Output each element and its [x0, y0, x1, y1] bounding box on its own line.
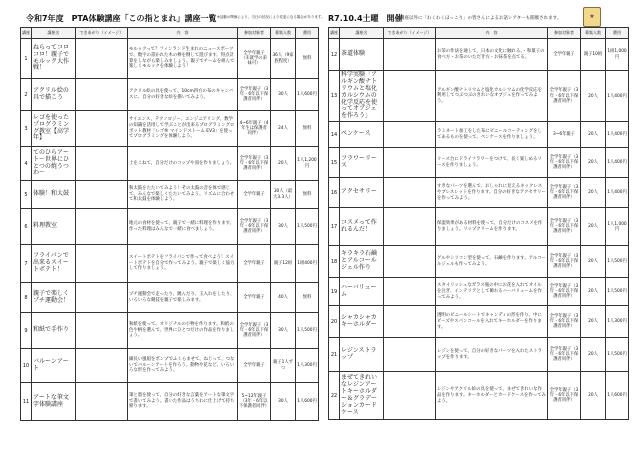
course-no: 7 [21, 245, 32, 283]
course-fee: 1人400円 [606, 148, 629, 178]
course-name: キラキラ石鹸とアルコールジェル作り [340, 246, 384, 278]
course-photo [76, 181, 128, 209]
course-description: 保湿効果がある材料を使って、自分だけのコスメを作りましょう。リップクリームを作ります。 [436, 208, 548, 246]
course-photo [76, 111, 128, 147]
col-name: 講座名 [340, 28, 384, 39]
course-target: 全学年親子（3年・6年以下保護者同伴） [548, 178, 581, 208]
course-target: 全学年親子（3年・6年以下保護者同伴） [548, 71, 581, 122]
course-name: レゴを使ったプログラミング教室【高学年】 [32, 111, 76, 147]
course-fee: 無料 [296, 181, 319, 209]
col-fee: 費用 [606, 28, 629, 39]
course-no: 20 [329, 306, 340, 338]
course-target: 全学年親子（3年・6年以下保護者同伴） [548, 208, 581, 246]
table-row [21, 147, 319, 181]
course-target: 全学年親子（未就学の弟妹可） [238, 39, 271, 79]
course-name: バルーンアート [32, 349, 76, 383]
course-capacity: 20人 [581, 338, 606, 372]
course-name: 体験！和太鼓 [32, 181, 76, 209]
course-target: 全学年親子（3年・6年以下保護者同伴） [548, 246, 581, 278]
course-photo [384, 122, 436, 148]
course-description: 透明のビニールシートでキャンディの形を作り、中にビーズやスパンコールを入れてキーホルダーを作ります。 [436, 306, 548, 338]
course-description: スタイリッシュなガラス瓶の中にお花を入れてオイルを注ぎ、インテリアとして飾れるハーバリュームを作ってみよう。 [436, 278, 548, 306]
course-target: 4~6年親子（4年生は保護者同伴） [238, 111, 271, 147]
table-row [329, 246, 629, 278]
course-target: 全学年親子（3年・6年以下保護者同伴） [238, 209, 271, 245]
course-name: ハーバリューム [340, 278, 384, 306]
course-target: 全学年親子（3年・6年以下保護者同伴） [238, 147, 271, 181]
course-fee: 1人1,200円 [296, 147, 319, 181]
table-row [329, 338, 629, 372]
course-capacity: 20人 [581, 178, 606, 208]
course-description: ラミネート加工をした布にビニールコーティングをしてあるものを使って、ペンケースを作りましょう。 [436, 122, 548, 148]
left-note: ※活動の関係により、当日の状況により変更になる場合があります。 [217, 15, 325, 19]
course-target: 全学年親子（3年・6年以下保護者同伴） [238, 79, 271, 111]
course-name: ねらってコロコロ！親子でモルック大作戦！ [32, 39, 76, 79]
course-no: 14 [329, 122, 340, 148]
table-row [329, 372, 629, 420]
course-fee: 1人500円 [296, 313, 319, 349]
course-name: まぜてきれいなレジンアートキーホルダー＆グラデーションカードケース [340, 372, 384, 420]
course-no: 15 [329, 148, 340, 178]
course-photo [384, 178, 436, 208]
course-photo [384, 278, 436, 306]
course-capacity: 20人 [581, 208, 606, 246]
course-description: 和紙を使って、オリジナルの小物を作ります。和紙の色や柄を選んで、世界にひとつだけの作品を作りましょう。 [128, 313, 238, 349]
course-target: 5~12年親子（3年・6年以下保護者同伴） [238, 383, 271, 421]
table-header-row [21, 28, 319, 39]
table-row [21, 245, 319, 283]
course-no: 16 [329, 178, 340, 208]
course-capacity: 親子10組 [581, 39, 606, 71]
table-row [329, 306, 629, 338]
course-description: リース台にドライフラワーをつけて、長く楽しめるリースを作りましょう。 [436, 148, 548, 178]
table-row [329, 39, 629, 71]
course-target: 全学年親子（3年・6年以下保護者同伴） [548, 306, 581, 338]
course-fee: 1人600円 [296, 383, 319, 421]
left-header [0, 0, 325, 28]
course-no: 11 [21, 383, 32, 421]
course-no: 19 [329, 278, 340, 306]
course-no: 12 [329, 39, 340, 71]
col-image: できあがり（イメージ） [384, 28, 436, 39]
course-photo [384, 71, 436, 122]
course-description: 細長い風船をポンプでふくらませて、ねじって、つないでバルーンアートを作ろう。動物や花など、いろいろな形を作ってみよう。 [128, 349, 238, 383]
col-content: 内 容 [436, 28, 548, 39]
course-no: 10 [21, 349, 32, 383]
course-capacity: 30人 [271, 79, 296, 111]
course-fee: 1人600円 [296, 79, 319, 111]
course-capacity: 20人 [581, 306, 606, 338]
course-target: 全学年親子（3年・6年以下保護者同伴） [548, 278, 581, 306]
course-name: ペンケース [340, 122, 384, 148]
course-target: 全学年親子 [238, 245, 271, 283]
course-fee: 1人400円 [606, 122, 629, 148]
course-description: アクリル絵の具を使って、10cm四方の布のキャンバスに、自分の好きな絵を描いてみよう。 [128, 79, 238, 111]
course-name: アクリル絵の具で描こう [32, 79, 76, 111]
table-header-row [329, 28, 629, 39]
col-no: 講座 [21, 28, 32, 39]
course-name: アートな筆文字体験講座 [32, 383, 76, 421]
course-fee: 1人500円 [296, 209, 319, 245]
right-title: R7.10.4土曜 開催 [328, 14, 403, 23]
course-no: 2 [21, 79, 32, 111]
course-photo [384, 39, 436, 71]
pta-emblem-icon: ★ [583, 7, 601, 27]
course-name: シャカシャカキーホルダー [340, 306, 384, 338]
col-target: 参加対象者 [548, 28, 581, 39]
course-description: プチ運動会で走ったり、跳んだり、玉入れをしたり、いろいろな競技を親子で楽しみます。 [128, 283, 238, 313]
course-fee: 1人300円 [606, 306, 629, 338]
course-no: 1 [21, 39, 32, 79]
course-capacity: 30人 [271, 383, 296, 421]
table-row [21, 349, 319, 383]
course-capacity: 30人（最大3.3人） [271, 181, 296, 209]
course-capacity: 親子1人ずつ [271, 349, 296, 383]
table-row [329, 148, 629, 178]
table-row [329, 208, 629, 246]
course-name: 親子で楽しくプチ運動会！ [32, 283, 76, 313]
course-name: てのひらアート～世界にひとつの焼うつわ～ [32, 147, 76, 181]
course-target: 全学年親子（3年・6年以下保護者同伴） [548, 372, 581, 420]
course-fee: 1人400円 [606, 71, 629, 122]
course-description: 地元の食材を使って、親子で一緒に料理を作ります。作った料理はみんなで一緒に食べましょう。 [128, 209, 238, 245]
course-target: 全学年親子（3年・6年以下保護者同伴） [238, 313, 271, 349]
course-name: フラワーリース [340, 148, 384, 178]
course-photo [384, 306, 436, 338]
course-name: レジンストラップ [340, 338, 384, 372]
course-no: 22 [329, 372, 340, 420]
course-photo [384, 338, 436, 372]
course-capacity: 20人 [581, 372, 606, 420]
course-name: 料理教室 [32, 209, 76, 245]
course-no: 5 [21, 181, 32, 209]
course-fee: 無料 [296, 283, 319, 313]
course-photo [76, 39, 128, 79]
course-description: 土をこねて、自分だけのコップや皿を作りましょう。 [128, 147, 238, 181]
course-no: 18 [329, 246, 340, 278]
col-name: 講座名 [32, 28, 76, 39]
table-row [21, 181, 319, 209]
right-header [320, 0, 640, 28]
table-row [21, 79, 319, 111]
table-row [21, 383, 319, 421]
course-fee: 1人1,000円 [606, 208, 629, 246]
course-description: 筆と墨を使って、自分の好きな言葉をアートな筆文字で書いてみよう。書いた作品はうちわに仕上げて持ち帰ります。 [128, 383, 238, 421]
table-row [329, 278, 629, 306]
course-description: レジンを使って、自分の好きなパーツを入れたストラップを作ります。 [436, 338, 548, 372]
course-capacity: 20人 [581, 148, 606, 178]
course-description: レジンやアクリル絵の具を使って、まぜてきれいな作品を作ります。キーホルダーとカードケースを作ってみよう。 [436, 372, 548, 420]
course-photo [76, 79, 128, 111]
table-row [21, 209, 319, 245]
table-row [329, 122, 629, 148]
col-capacity: 募集人数 [271, 28, 296, 39]
course-target: 全学年親子 [548, 39, 581, 71]
course-photo [76, 245, 128, 283]
course-photo [384, 372, 436, 420]
course-no: 17 [329, 208, 340, 246]
col-fee: 費用 [296, 28, 319, 39]
course-photo [384, 208, 436, 246]
course-photo [76, 209, 128, 245]
course-description: 和太鼓をたたいてみよう！その太鼓の音を体で感じて、みんなで楽しくたたいてみよう。リズムに合わせて和太鼓を体験しよう。 [128, 181, 238, 209]
course-no: 4 [21, 147, 32, 181]
course-no: 21 [329, 338, 340, 372]
course-capacity: 30人 [271, 209, 296, 245]
course-capacity: 20人 [581, 122, 606, 148]
course-photo [76, 349, 128, 383]
course-table-left [20, 27, 319, 421]
course-capacity: 30人 [271, 313, 296, 349]
course-target: 全学年親子 [238, 349, 271, 383]
course-description: サイエンス、テクノロジー、エンジニアリング、数学の知識を活用して学ぶことが出来るプログラミングロボット教材「レゴ® マインドストーム EV3」を使ってプログラミングを体験しよう。 [128, 111, 238, 147]
course-name: 和紙で手作り [32, 313, 76, 349]
course-photo [76, 147, 128, 181]
course-capacity: 40人 [271, 283, 296, 313]
col-no: 講座 [329, 28, 340, 39]
course-table-right [328, 27, 629, 420]
course-description: ゲルやシリコン型を使って、石鹸を作ります。アルコールジェルも作ってみよう。 [436, 246, 548, 278]
course-fee: 1組1,000円 [606, 39, 629, 71]
col-target: 参加対象者 [238, 28, 271, 39]
course-photo [384, 148, 436, 178]
col-content: 内 容 [128, 28, 238, 39]
course-capacity: 36人（9家族程度） [271, 39, 296, 79]
course-capacity: 24人 [271, 111, 296, 147]
course-fee: 1組400円 [296, 245, 319, 283]
table-row [21, 111, 319, 147]
course-fee: 1人400円 [606, 178, 629, 208]
course-photo [76, 383, 128, 421]
col-image: できあがり（イメージ） [76, 28, 128, 39]
course-no: 9 [21, 313, 32, 349]
col-capacity: 募集人数 [581, 28, 606, 39]
course-description: スイートポテトをフライパンで作って食べよう！スイートポテトを自分で作ってみよう。親子で楽しく協力して作りましょう。 [128, 245, 238, 283]
course-fee: 1人500円 [606, 338, 629, 372]
course-fee: 1人500円 [606, 278, 629, 306]
course-fee: 1人300円 [296, 349, 319, 383]
table-row [21, 283, 319, 313]
course-capacity: 20人 [581, 278, 606, 306]
course-target: 3~6年親子 [548, 122, 581, 148]
table-row [329, 71, 629, 122]
course-photo [76, 313, 128, 349]
table-row [329, 178, 629, 208]
right-note: 講座以外に「わくわくほっこり」の皆さんによるお話シアターも開催されます。 [400, 16, 562, 21]
course-capacity: 20人 [271, 147, 296, 181]
course-fee: 無料 [296, 39, 319, 79]
table-row [21, 39, 319, 79]
course-description: アルギン酸ナトリウムと塩化カルシウムの化学反応を利用してつぶつぶのきれいなオブジェを作ってみよう。 [436, 71, 548, 122]
table-row [21, 313, 319, 349]
course-capacity: 20人 [581, 71, 606, 122]
course-fee: 1人600円 [606, 372, 629, 420]
course-target: 全学年親子（3年・6年以下保護者同伴） [548, 338, 581, 372]
course-name: アクセサリー [340, 178, 384, 208]
course-target: 全学年親子（3年・6年以下保護者同伴） [548, 148, 581, 178]
course-fee: 無料 [296, 111, 319, 147]
course-photo [76, 283, 128, 313]
left-title: 令和7年度 PTA体験講座「この指とまれ」講座一覧 [26, 14, 217, 23]
course-no: 6 [21, 209, 32, 245]
course-no: 8 [21, 283, 32, 313]
course-capacity: 20人 [581, 246, 606, 278]
course-name: コスメって作れるんだ！ [340, 208, 384, 246]
course-no: 13 [329, 71, 340, 122]
course-target: 全学年親子 [238, 181, 271, 209]
course-capacity: 親子12組 [271, 245, 296, 283]
course-description: すきなパーツを選んで、おしゃれに見えるネックレスやブレスレットを作ります。自分の好きなアクセサリーを作ってみよう。 [436, 178, 548, 208]
course-target: 全学年親子 [238, 283, 271, 313]
course-no: 3 [21, 111, 32, 147]
course-description: モルックって？フィンランド生まれのニュースポーツで、数字の書かれた木の棒を倒して遊びます。得点計算をしながら楽しみましょう。親子でチームを組んで楽しくモルックを体験しよう！ [128, 39, 238, 79]
course-name: フライパンで出来るスイートポテト！ [32, 245, 76, 283]
course-name: 科学実験「アルギン酸ナトリウムと塩化カルシウムの化学反応を使ってオブジェを作ろう」 [340, 71, 384, 122]
course-name: 茶道体験 [340, 39, 384, 71]
course-photo [384, 246, 436, 278]
course-description: お茶の作法を通して、日本の文化に触れる。・和菓子の食べ方・お茶のいただき方・お抹茶を点てる。 [436, 39, 548, 71]
course-fee: 1人500円 [606, 246, 629, 278]
